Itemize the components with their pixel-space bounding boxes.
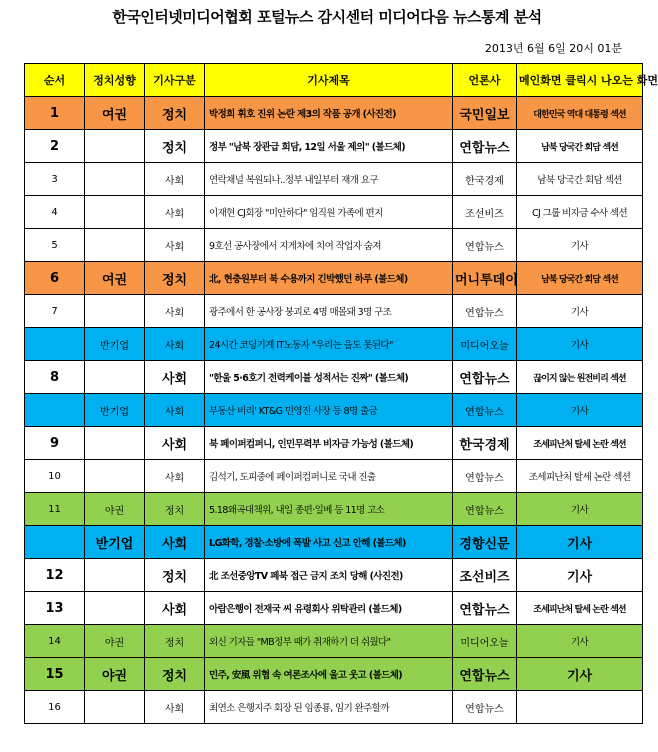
row-main-screen: 남북 당국간 회담 섹션 [517, 163, 643, 196]
row-press: 조선비즈 [453, 196, 517, 229]
row-category: 사회 [145, 295, 205, 328]
row-political-tendency: 야권 [85, 493, 145, 526]
row-main-screen: 조세피난처 탈세 논란 섹션 [517, 460, 643, 493]
row-press: 연합뉴스 [453, 493, 517, 526]
table-row [25, 394, 643, 427]
row-article-title[interactable]: LG화학, 경찰·소방에 폭발 사고 신고 안해 (볼드체) [205, 526, 453, 559]
row-category: 사회 [145, 526, 205, 559]
row-political-tendency [85, 592, 145, 625]
table-row [25, 658, 643, 691]
row-article-title[interactable]: 광주에서 한 공사장 붕괴로 4명 매몰돼 3명 구조 [205, 295, 453, 328]
header-main-screen: 메인화면 클릭시 나오는 화면 [517, 64, 643, 97]
row-press: 국민일보 [453, 97, 517, 130]
row-main-screen: 기사 [517, 394, 643, 427]
row-category: 정치 [145, 658, 205, 691]
row-order: 4 [25, 196, 85, 229]
report-datetime: 2013년 6월 6일 20시 01분 [484, 42, 622, 55]
row-article-title[interactable]: 북 페이퍼컴퍼니, 인민무력부 비자금 가능성 (볼드체) [205, 427, 453, 460]
row-press: 경향신문 [453, 526, 517, 559]
row-category: 정치 [145, 493, 205, 526]
header-press: 언론사 [453, 64, 517, 97]
row-political-tendency: 여권 [85, 262, 145, 295]
row-article-title[interactable]: "한울 5·6호기 전력케이블 성적서는 진짜" (볼드체) [205, 361, 453, 394]
row-political-tendency [85, 196, 145, 229]
row-article-title[interactable]: 아람은행이 전재국 씨 유령회사 위탁관리 (볼드체) [205, 592, 453, 625]
row-press: 연합뉴스 [453, 361, 517, 394]
row-press: 연합뉴스 [453, 691, 517, 724]
row-press: 미디어오늘 [453, 625, 517, 658]
row-political-tendency [85, 295, 145, 328]
row-order: 16 [25, 691, 85, 724]
row-order: 3 [25, 163, 85, 196]
row-order [25, 526, 85, 559]
table-row [25, 592, 643, 625]
row-political-tendency [85, 691, 145, 724]
row-category: 정치 [145, 262, 205, 295]
row-political-tendency: 반기업 [85, 526, 145, 559]
row-article-title[interactable]: 北, 현충원부터 북 수용까지 긴박했던 하루 (볼드체) [205, 262, 453, 295]
row-main-screen: 남북 당국간 회담 섹션 [517, 130, 643, 163]
row-press: 연합뉴스 [453, 130, 517, 163]
row-political-tendency: 야권 [85, 625, 145, 658]
row-political-tendency [85, 229, 145, 262]
table-row [25, 262, 643, 295]
row-category: 사회 [145, 361, 205, 394]
row-press: 연합뉴스 [453, 658, 517, 691]
table-row [25, 196, 643, 229]
row-article-title[interactable]: 24시간 코딩기계 IT노동자 "우리는 을도 못된다" [205, 328, 453, 361]
row-political-tendency [85, 460, 145, 493]
row-political-tendency [85, 163, 145, 196]
header-political-tendency: 정치성향 [85, 64, 145, 97]
header-article-category: 기사구분 [145, 64, 205, 97]
row-order: 10 [25, 460, 85, 493]
row-category: 사회 [145, 163, 205, 196]
row-order: 2 [25, 130, 85, 163]
row-press: 머니투데이 [453, 262, 517, 295]
row-press: 연합뉴스 [453, 460, 517, 493]
header-article-title: 기사제목 [205, 64, 453, 97]
table-row [25, 526, 643, 559]
row-article-title[interactable]: 민주, 安風 위협 속 여론조사에 울고 웃고 (볼드체) [205, 658, 453, 691]
table-row [25, 163, 643, 196]
table-row [25, 295, 643, 328]
row-article-title[interactable]: 9호선 공사장에서 지게차에 치여 작업자 숨져 [205, 229, 453, 262]
row-political-tendency [85, 361, 145, 394]
table-row [25, 493, 643, 526]
row-article-title[interactable]: 北 조선중앙TV 페북 접근 금지 조치 당해 (사진전) [205, 559, 453, 592]
row-main-screen: 기사 [517, 526, 643, 559]
row-political-tendency: 반기업 [85, 328, 145, 361]
row-order: 6 [25, 262, 85, 295]
row-press: 연합뉴스 [453, 295, 517, 328]
table-row [25, 229, 643, 262]
news-stats-table [24, 63, 658, 724]
row-article-title[interactable]: 박정희 휘호 진위 논란 제3의 작품 공개 (사진전) [205, 97, 453, 130]
row-political-tendency [85, 559, 145, 592]
row-political-tendency [85, 130, 145, 163]
row-main-screen: 조세피난처 탈세 논란 섹션 [517, 427, 643, 460]
row-press: 연합뉴스 [453, 394, 517, 427]
row-order: 12 [25, 559, 85, 592]
table-row [25, 460, 643, 493]
row-article-title[interactable]: 이재현 CJ회장 "미안하다" 임직원 가족에 편지 [205, 196, 453, 229]
row-article-title[interactable]: 외신 기자들 "MB정부 때가 취재하기 더 쉬웠다" [205, 625, 453, 658]
row-main-screen: 남북 당국간 회담 섹션 [517, 262, 643, 295]
table-row [25, 361, 643, 394]
row-order: 14 [25, 625, 85, 658]
row-article-title[interactable]: 부동산 비리' KT&G 민영진 사장 등 8명 출금 [205, 394, 453, 427]
table-row [25, 559, 643, 592]
row-article-title[interactable]: 연락채널 복원되나..정부 내일부터 재개 요구 [205, 163, 453, 196]
row-category: 사회 [145, 460, 205, 493]
table-header-row [25, 64, 643, 97]
row-category: 정치 [145, 97, 205, 130]
row-main-screen: 끊이지 않는 원전비리 섹션 [517, 361, 643, 394]
row-main-screen: 기사 [517, 658, 643, 691]
table-row [25, 97, 643, 130]
row-category: 사회 [145, 394, 205, 427]
row-category: 사회 [145, 427, 205, 460]
row-category: 사회 [145, 592, 205, 625]
row-order [25, 394, 85, 427]
table-row [25, 691, 643, 724]
row-order: 8 [25, 361, 85, 394]
header-order: 순서 [25, 64, 85, 97]
table-row [25, 625, 643, 658]
row-press: 한국경제 [453, 427, 517, 460]
table-row [25, 130, 643, 163]
row-order: 9 [25, 427, 85, 460]
row-category: 정치 [145, 130, 205, 163]
row-article-title[interactable]: 정부 "남북 장관급 회담, 12일 서울 제의" (볼드체) [205, 130, 453, 163]
row-article-title[interactable]: 김석기, 도피중에 페이퍼컴퍼니로 국내 진출 [205, 460, 453, 493]
row-category: 사회 [145, 196, 205, 229]
row-press: 미디어오늘 [453, 328, 517, 361]
table-row [25, 427, 643, 460]
row-main-screen: CJ 그룹 비자금 수사 섹션 [517, 196, 643, 229]
row-category: 정치 [145, 559, 205, 592]
row-order: 5 [25, 229, 85, 262]
row-order: 11 [25, 493, 85, 526]
row-category: 정치 [145, 625, 205, 658]
row-press: 한국경제 [453, 163, 517, 196]
row-political-tendency: 야권 [85, 658, 145, 691]
row-main-screen: 기사 [517, 229, 643, 262]
row-main-screen: 대한민국 역대 대통령 섹션 [517, 97, 643, 130]
row-main-screen: 기사 [517, 295, 643, 328]
row-main-screen: 기사 [517, 493, 643, 526]
row-main-screen: 기사 [517, 559, 643, 592]
row-category: 사회 [145, 229, 205, 262]
row-order: 13 [25, 592, 85, 625]
row-main-screen: 조세피난처 탈세 논란 섹션 [517, 592, 643, 625]
row-article-title[interactable]: 5.18왜곡대책위, 내일 종편·일베 등 11명 고소 [205, 493, 453, 526]
row-order: 7 [25, 295, 85, 328]
row-political-tendency [85, 427, 145, 460]
row-main-screen: 기사 [517, 625, 643, 658]
row-order [25, 328, 85, 361]
row-category: 사회 [145, 691, 205, 724]
row-political-tendency: 여권 [85, 97, 145, 130]
row-main-screen [517, 691, 643, 724]
row-category: 사회 [145, 328, 205, 361]
row-political-tendency: 반기업 [85, 394, 145, 427]
page-title: 한국인터넷미디어협회 포털뉴스 감시센터 미디어다음 뉴스통계 분석 [112, 8, 542, 26]
row-press: 조선비즈 [453, 559, 517, 592]
row-main-screen: 기사 [517, 328, 643, 361]
row-order: 1 [25, 97, 85, 130]
table-row [25, 328, 643, 361]
row-press: 연합뉴스 [453, 229, 517, 262]
row-order: 15 [25, 658, 85, 691]
row-press: 연합뉴스 [453, 592, 517, 625]
row-article-title[interactable]: 최연소 은행지주 회장 된 임종룡, 임기 완주할까 [205, 691, 453, 724]
